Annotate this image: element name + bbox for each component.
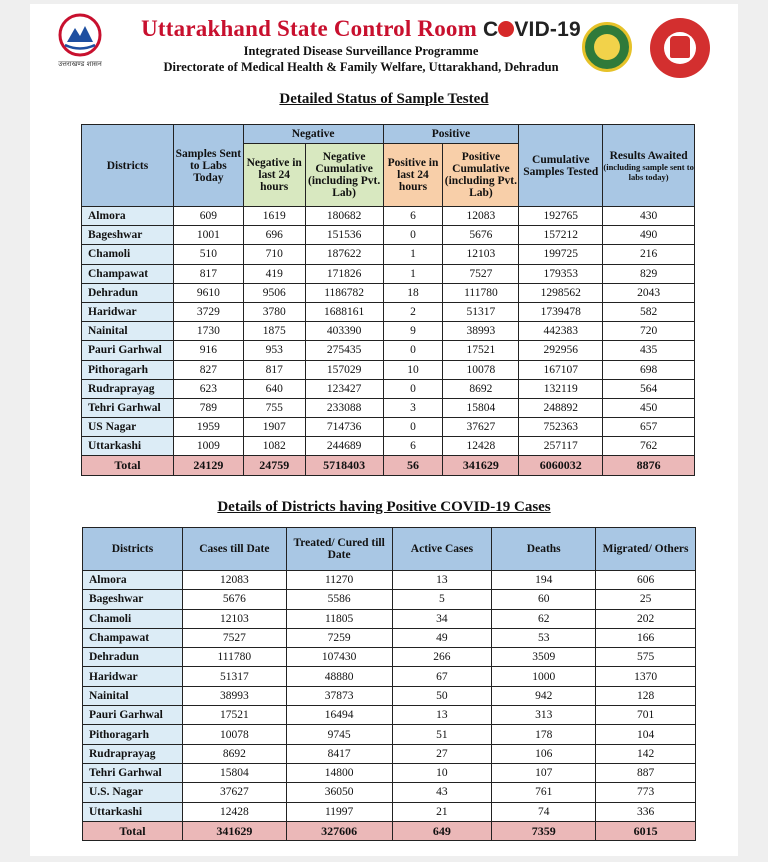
data-cell: 12428 [443,437,519,456]
data-cell: 123427 [305,379,383,398]
data-cell: 13 [392,706,492,725]
data-cell: 1907 [243,418,305,437]
results-awaited-note: (including sample sent to labs today) [603,161,694,182]
data-cell: 257117 [519,437,603,456]
district-name-cell: Haridwar [82,302,174,321]
data-cell: 1009 [173,437,243,456]
results-awaited-label: Results Awaited [609,149,688,162]
data-cell: 142 [596,744,696,763]
data-cell: 67 [392,667,492,686]
header-cumulative-samples: Cumulative Samples Tested [519,125,603,207]
table-row [82,341,695,360]
covid-label-b: VID-19 [514,18,581,41]
data-cell: 720 [603,322,695,341]
data-cell: 12103 [182,609,286,628]
data-cell: 8692 [443,379,519,398]
data-cell: 62 [492,609,596,628]
data-cell: 3729 [173,302,243,321]
district-name-cell: Uttarkashi [83,802,183,821]
data-cell: 623 [173,379,243,398]
data-cell: 60 [492,590,596,609]
data-cell: 12103 [443,245,519,264]
total-cell: 8876 [603,456,695,475]
data-cell: 37873 [286,686,392,705]
data-cell: 817 [173,264,243,283]
data-cell: 1082 [243,437,305,456]
data-cell: 194 [492,571,596,590]
data-cell: 10078 [443,360,519,379]
data-cell: 789 [173,398,243,417]
data-cell: 34 [392,609,492,628]
data-cell: 5676 [182,590,286,609]
data-cell: 106 [492,744,596,763]
district-name-cell: Dehradun [82,283,174,302]
data-cell: 827 [173,360,243,379]
data-cell: 0 [383,418,443,437]
data-cell: 3 [383,398,443,417]
district-name-cell: Champawat [82,264,174,283]
data-cell: 829 [603,264,695,283]
table-row [83,686,696,705]
data-cell: 442383 [519,322,603,341]
total-cell: 649 [392,821,492,840]
total-cell: 56 [383,456,443,475]
header-positive-cumulative: Positive Cumulative (including Pvt. Lab) [443,144,519,207]
data-cell: 266 [392,648,492,667]
header-negative-24: Negative in last 24 hours [243,144,305,207]
table-row [83,609,696,628]
total-cell: 6060032 [519,456,603,475]
total-cell: 341629 [443,456,519,475]
data-cell: 435 [603,341,695,360]
table-row [83,648,696,667]
data-cell: 18 [383,283,443,302]
table-row [83,667,696,686]
data-cell: 216 [603,245,695,264]
header-districts: Districts [82,125,174,207]
data-cell: 657 [603,418,695,437]
data-cell: 14800 [286,763,392,782]
data-cell: 10 [392,763,492,782]
header-positive-24: Positive in last 24 hours [383,144,443,207]
district-name-cell: Uttarkashi [82,437,174,456]
data-cell: 157212 [519,226,603,245]
data-cell: 11997 [286,802,392,821]
data-cell: 2043 [603,283,695,302]
data-cell: 104 [596,725,696,744]
header-negative-group: Negative [243,125,383,144]
district-name-cell: US Nagar [82,418,174,437]
table1-total-row [82,456,695,475]
data-cell: 51317 [443,302,519,321]
data-cell: 21 [392,802,492,821]
district-name-cell: Almora [82,207,174,226]
data-cell: 582 [603,302,695,321]
data-cell: 10 [383,360,443,379]
uttarakhand-govt-logo [46,12,114,74]
district-name-cell: Haridwar [83,667,183,686]
covid-badge [483,18,581,41]
data-cell: 13 [392,571,492,590]
table-row [82,207,695,226]
table-row [83,725,696,744]
data-cell: 696 [243,226,305,245]
data-cell: 0 [383,379,443,398]
data-cell: 1739478 [519,302,603,321]
data-cell: 11805 [286,609,392,628]
data-cell: 953 [243,341,305,360]
district-name-cell: Rudraprayag [82,379,174,398]
data-cell: 2 [383,302,443,321]
data-cell: 336 [596,802,696,821]
district-name-cell: Bageshwar [82,226,174,245]
data-cell: 180682 [305,207,383,226]
district-name-cell: Pithoragarh [83,725,183,744]
total-cell: 5718403 [305,456,383,475]
data-cell: 74 [492,802,596,821]
national-health-mission-logo-icon [650,18,710,78]
data-cell: 51317 [182,667,286,686]
district-name-cell: Nainital [83,686,183,705]
table-row [83,706,696,725]
table-row [82,398,695,417]
district-name-cell: Pauri Garhwal [83,706,183,725]
data-cell: 192765 [519,207,603,226]
table-row [82,437,695,456]
data-cell: 36050 [286,783,392,802]
data-cell: 49 [392,628,492,647]
data-cell: 48880 [286,667,392,686]
data-cell: 107 [492,763,596,782]
header-samples-sent: Samples Sent to Labs Today [173,125,243,207]
table-row [82,283,695,302]
data-cell: 430 [603,207,695,226]
data-cell: 244689 [305,437,383,456]
data-cell: 132119 [519,379,603,398]
table-row [82,360,695,379]
title-text: Uttarakhand State Control Room [141,16,477,41]
data-cell: 199725 [519,245,603,264]
data-cell: 12083 [443,207,519,226]
data-cell: 5 [392,590,492,609]
data-cell: 773 [596,783,696,802]
idsp-logo-icon [582,22,632,72]
sample-status-table [81,124,695,476]
data-cell: 817 [243,360,305,379]
total-cell: 24129 [173,456,243,475]
data-cell: 202 [596,609,696,628]
data-cell: 166 [596,628,696,647]
total-cell: Total [82,456,174,475]
data-cell: 419 [243,264,305,283]
data-cell: 762 [603,437,695,456]
header-migrated: Migrated/ Others [596,528,696,571]
table-row [83,744,696,763]
data-cell: 179353 [519,264,603,283]
data-cell: 51 [392,725,492,744]
data-cell: 25 [596,590,696,609]
data-cell: 755 [243,398,305,417]
data-cell: 9506 [243,283,305,302]
data-cell: 1 [383,245,443,264]
data-cell: 1000 [492,667,596,686]
data-cell: 403390 [305,322,383,341]
page-header [126,16,596,75]
district-name-cell: Bageshwar [83,590,183,609]
data-cell: 490 [603,226,695,245]
district-name-cell: U.S. Nagar [83,783,183,802]
data-cell: 187622 [305,245,383,264]
data-cell: 167107 [519,360,603,379]
cases-table-body [83,571,696,822]
table-row [82,226,695,245]
data-cell: 12083 [182,571,286,590]
data-cell: 313 [492,706,596,725]
data-cell: 3780 [243,302,305,321]
data-cell: 1688161 [305,302,383,321]
data-cell: 171826 [305,264,383,283]
district-name-cell: Tehri Garhwal [83,763,183,782]
data-cell: 710 [243,245,305,264]
table-row [83,590,696,609]
data-cell: 10078 [182,725,286,744]
header-treated: Treated/ Cured till Date [286,528,392,571]
table-row [82,302,695,321]
data-cell: 17521 [182,706,286,725]
subtitle-directorate: Directorate of Medical Health & Family Welfare, Uttarakhand, Dehradun [163,60,559,74]
header-active: Active Cases [392,528,492,571]
data-cell: 1959 [173,418,243,437]
data-cell: 752363 [519,418,603,437]
district-name-cell: Nainital [82,322,174,341]
positive-cases-table [82,527,696,841]
data-cell: 157029 [305,360,383,379]
table-row [83,783,696,802]
data-cell: 107430 [286,648,392,667]
data-cell: 1730 [173,322,243,341]
total-cell: 7359 [492,821,596,840]
table-row [83,628,696,647]
emblem-icon [57,12,103,58]
data-cell: 1 [383,264,443,283]
total-cell: 24759 [243,456,305,475]
district-name-cell: Rudraprayag [83,744,183,763]
table2-total-row [83,821,696,840]
data-cell: 6 [383,207,443,226]
data-cell: 7259 [286,628,392,647]
district-name-cell: Chamoli [83,609,183,628]
table-row [82,322,695,341]
district-name-cell: Chamoli [82,245,174,264]
data-cell: 43 [392,783,492,802]
page-title [126,16,596,42]
data-cell: 12428 [182,802,286,821]
header-cases: Cases till Date [182,528,286,571]
table-row [82,379,695,398]
table2-title: Details of Districts having Positive COVID-19 Cases [217,499,551,515]
header-positive-group: Positive [383,125,519,144]
logo-left-caption: उत्तराखण्ड शासन [58,60,102,68]
data-cell: 640 [243,379,305,398]
total-cell: Total [83,821,183,840]
data-cell: 887 [596,763,696,782]
data-cell: 510 [173,245,243,264]
data-cell: 16494 [286,706,392,725]
data-cell: 53 [492,628,596,647]
data-cell: 0 [383,341,443,360]
data-cell: 698 [603,360,695,379]
data-cell: 942 [492,686,596,705]
table-row [83,571,696,590]
data-cell: 111780 [443,283,519,302]
header-negative-cumulative: Negative Cumulative (including Pvt. Lab) [305,144,383,207]
district-name-cell: Pithoragarh [82,360,174,379]
data-cell: 7527 [182,628,286,647]
data-cell: 1875 [243,322,305,341]
data-cell: 8417 [286,744,392,763]
table-row [82,264,695,283]
data-cell: 761 [492,783,596,802]
data-cell: 7527 [443,264,519,283]
district-name-cell: Tehri Garhwal [82,398,174,417]
total-cell: 6015 [596,821,696,840]
district-name-cell: Almora [83,571,183,590]
data-cell: 178 [492,725,596,744]
data-cell: 450 [603,398,695,417]
table-row [83,802,696,821]
data-cell: 701 [596,706,696,725]
data-cell: 17521 [443,341,519,360]
data-cell: 714736 [305,418,383,437]
data-cell: 575 [596,648,696,667]
data-cell: 5676 [443,226,519,245]
data-cell: 151536 [305,226,383,245]
subtitle-programme: Integrated Disease Surveillance Programme [243,44,479,58]
data-cell: 5586 [286,590,392,609]
data-cell: 37627 [182,783,286,802]
district-name-cell: Champawat [83,628,183,647]
data-cell: 275435 [305,341,383,360]
data-cell: 6 [383,437,443,456]
data-cell: 248892 [519,398,603,417]
data-cell: 128 [596,686,696,705]
table-row [82,418,695,437]
data-cell: 1001 [173,226,243,245]
header-results-awaited [603,125,695,207]
data-cell: 111780 [182,648,286,667]
district-name-cell: Pauri Garhwal [82,341,174,360]
data-cell: 38993 [182,686,286,705]
data-cell: 1186782 [305,283,383,302]
data-cell: 8692 [182,744,286,763]
total-cell: 327606 [286,821,392,840]
data-cell: 609 [173,207,243,226]
table1-title: Detailed Status of Sample Tested [279,91,489,107]
data-cell: 15804 [182,763,286,782]
data-cell: 37627 [443,418,519,437]
sample-table-body [82,207,695,456]
data-cell: 916 [173,341,243,360]
district-name-cell: Dehradun [83,648,183,667]
data-cell: 0 [383,226,443,245]
data-cell: 3509 [492,648,596,667]
data-cell: 9 [383,322,443,341]
data-cell: 50 [392,686,492,705]
document-page [30,4,738,856]
data-cell: 233088 [305,398,383,417]
data-cell: 27 [392,744,492,763]
virus-icon [498,21,514,37]
covid-label-a: C [482,18,499,41]
table-row [82,245,695,264]
data-cell: 9745 [286,725,392,744]
data-cell: 292956 [519,341,603,360]
data-cell: 9610 [173,283,243,302]
data-cell: 1619 [243,207,305,226]
data-cell: 11270 [286,571,392,590]
data-cell: 38993 [443,322,519,341]
data-cell: 564 [603,379,695,398]
data-cell: 1370 [596,667,696,686]
data-cell: 1298562 [519,283,603,302]
total-cell: 341629 [182,821,286,840]
table-row [83,763,696,782]
data-cell: 15804 [443,398,519,417]
data-cell: 606 [596,571,696,590]
header-deaths: Deaths [492,528,596,571]
header-districts: Districts [83,528,183,571]
